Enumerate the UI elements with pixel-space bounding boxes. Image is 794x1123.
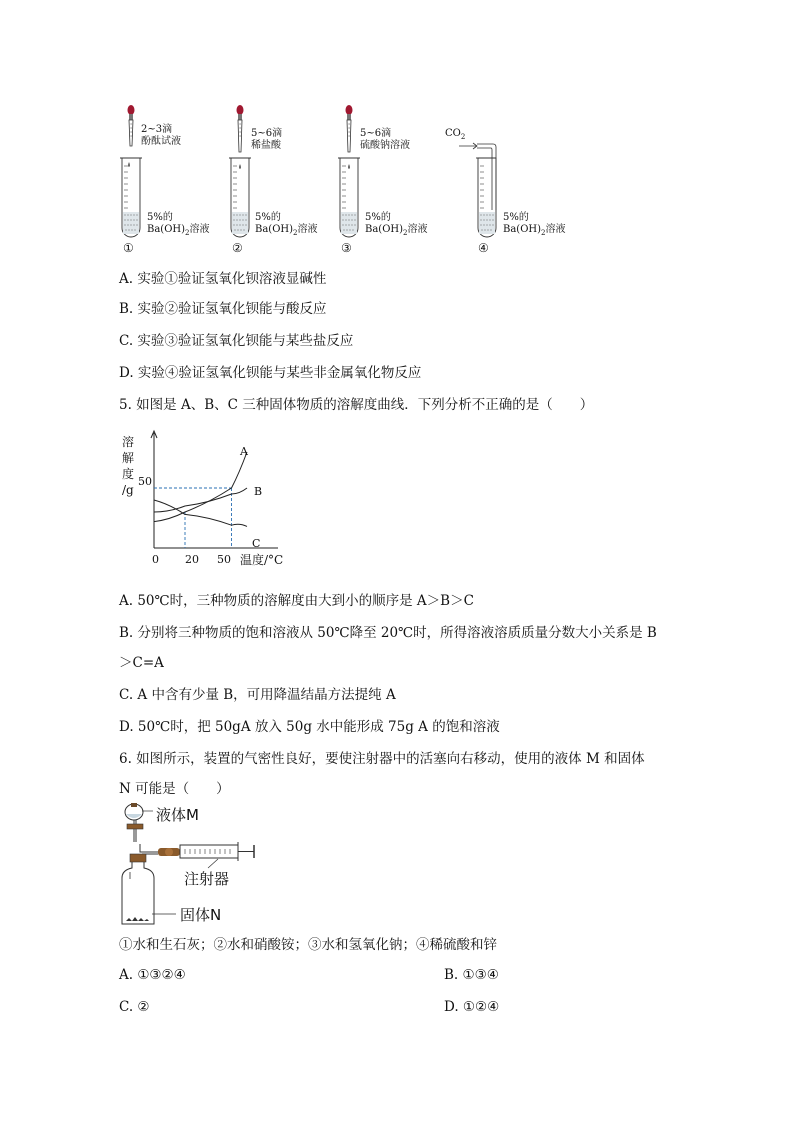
curve-b (154, 488, 247, 512)
y-axis-label (122, 434, 134, 498)
exp3-drops: 5~6滴 (360, 128, 392, 139)
q5-option-d: D. 50℃时，把 50gA 放入 50g 水中能形成 75g A 的饱和溶液 (119, 719, 500, 735)
q5-stem: 5. 如图是 A、B、C 三种固体物质的溶解度曲线．下列分析不正确的是（ ） (119, 397, 594, 413)
exp3-solution-tail: 溶液 (407, 224, 428, 235)
y-label-char-1: 溶 (122, 435, 135, 449)
exp4-solution-tail: 溶液 (545, 224, 566, 235)
dropper-2 (237, 105, 244, 152)
exp1-reagent: 酚酞试液 (141, 136, 181, 147)
apparatus-figure (118, 802, 278, 930)
solid-n-particles (126, 917, 149, 921)
solubility-chart (118, 428, 308, 578)
test-tube-2 (229, 158, 251, 237)
q5-option-a: A. 50℃时，三种物质的溶解度由大到小的顺序是 A＞B＞C (119, 593, 474, 609)
exp3-solution (365, 224, 428, 239)
exp2-drops: 5~6滴 (251, 128, 283, 139)
q5-option-c: C. A 中含有少量 B，可用降温结晶方法提纯 A (119, 687, 396, 703)
experiments-figure (115, 100, 595, 260)
syringe (180, 842, 254, 861)
exp2-dropper-label (251, 128, 282, 152)
q4-option-d: D. 实验④验证氢氧化钡能与某些非金属氧化物反应 (119, 365, 422, 381)
x-axis-label: 温度/°C (240, 553, 284, 567)
series-label-c: C (252, 537, 261, 550)
chart-curves (154, 452, 247, 526)
exp1-solution-tail: 溶液 (189, 224, 210, 235)
solid-n-label: 固体N (180, 906, 222, 924)
x-tick-20: 20 (185, 553, 199, 566)
exp3-formula: Ba(OH) (365, 224, 404, 235)
exp2-pct: 5%的 (255, 212, 281, 223)
q6-option-c: C. ② (119, 999, 150, 1015)
exp1-dropper-label (141, 124, 181, 148)
exp3-number: ③ (341, 241, 352, 255)
q5-option-b-cont: ＞C=A (119, 655, 164, 671)
chart-guides (154, 488, 232, 548)
exp4-formula: Ba(OH) (503, 224, 542, 235)
exp1-solution-label (147, 212, 210, 239)
y-label-char-3: 度 (122, 467, 135, 481)
exp1-formula-sub: 2 (185, 229, 190, 237)
exp2-solution (255, 224, 318, 239)
test-tube-3 (338, 158, 360, 237)
syringe-label: 注射器 (184, 870, 230, 888)
q6-option-b: B. ①③④ (444, 967, 499, 983)
q5-option-b: B. 分别将三种物质的饱和溶液从 50℃降至 20℃时，所得溶液溶质质量分数大小关系是 B (119, 625, 657, 641)
series-label-b: B (254, 485, 263, 498)
q6-choices: ①水和生石灰；②水和硝酸铵；③水和氢氧化钠；④稀硫酸和锌 (119, 937, 497, 953)
flask (122, 854, 154, 924)
separatory-funnel (125, 803, 153, 842)
curve-c (154, 500, 247, 526)
series-label-a: A (240, 445, 248, 458)
x-tick-50: 50 (217, 553, 231, 566)
q6-stem-line2: N 可能是（ ） (119, 781, 230, 797)
exp4-number: ④ (478, 241, 489, 255)
exp4-pct: 5%的 (503, 212, 529, 223)
q6-option-a: A. ①③②④ (119, 967, 186, 983)
y-label-char-2: 解 (122, 451, 135, 465)
exp3-dropper-label (360, 128, 410, 152)
exp4-solution-label (503, 212, 566, 239)
exp4-gas-label (445, 128, 465, 143)
exp3-pct: 5%的 (365, 212, 391, 223)
exp2-reagent: 稀盐酸 (251, 140, 281, 151)
exp1-number: ① (123, 241, 134, 255)
y-tick-50: 50 (138, 475, 152, 488)
exp1-drops: 2~3滴 (141, 124, 173, 135)
co2-delivery-tube (459, 143, 496, 210)
y-label-char-4: /g (122, 483, 134, 497)
exp4-gas: CO (445, 128, 461, 139)
exp2-solution-tail: 溶液 (297, 224, 318, 235)
exp4-formula-sub: 2 (541, 229, 546, 237)
exp1-solution (147, 224, 210, 239)
exp3-formula-sub: 2 (403, 229, 408, 237)
exp1-pct: 5%的 (147, 212, 173, 223)
test-tube-4 (476, 158, 496, 237)
exp4-gas-sub: 2 (460, 133, 466, 141)
exp3-reagent: 硫酸钠溶液 (360, 140, 410, 151)
dropper-3 (346, 105, 353, 152)
x-tick-0: 0 (152, 553, 159, 566)
exp2-formula: Ba(OH) (255, 224, 294, 235)
exp2-number: ② (232, 241, 243, 255)
test-tube-1 (120, 158, 142, 237)
q4-option-c: C. 实验③验证氢氧化钡能与某些盐反应 (119, 333, 354, 349)
q4-option-b: B. 实验②验证氢氧化钡能与酸反应 (119, 301, 327, 317)
exp2-solution-label (255, 212, 318, 239)
dropper-1 (128, 105, 135, 146)
liquid-m-label: 液体M (156, 806, 199, 824)
exp1-formula: Ba(OH) (147, 224, 186, 235)
q4-option-a: A. 实验①验证氢氧化钡溶液显碱性 (119, 271, 327, 287)
q6-stem-line1: 6. 如图所示，装置的气密性良好，要使注射器中的活塞向右移动，使用的液体 M 和固体 (119, 751, 645, 767)
q6-option-d: D. ①②④ (444, 999, 500, 1015)
exp3-solution-label (365, 212, 428, 239)
exp4-solution (503, 224, 566, 239)
exp2-formula-sub: 2 (293, 229, 298, 237)
